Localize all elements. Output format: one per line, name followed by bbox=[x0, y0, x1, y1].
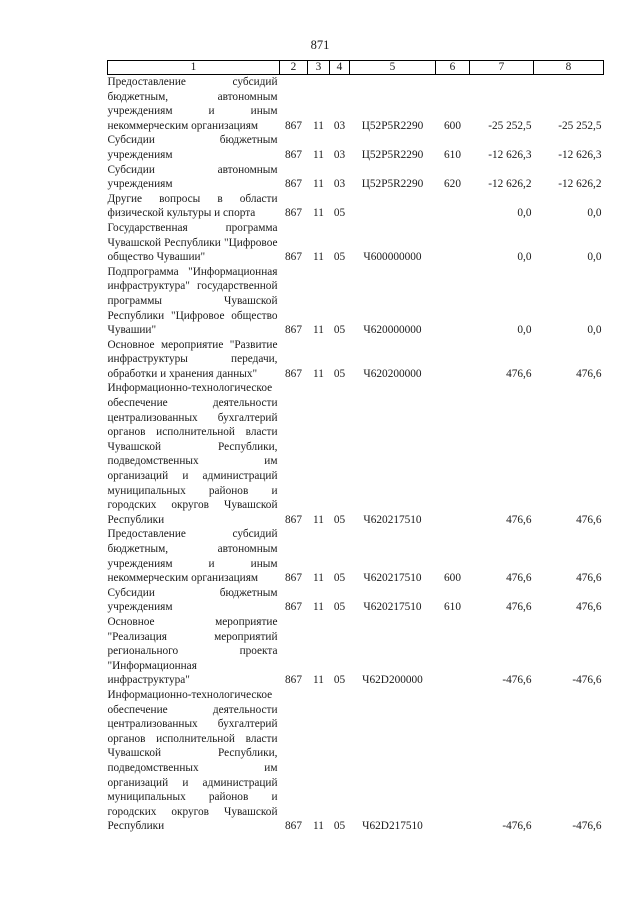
amount-col8: 476,6 bbox=[576, 572, 602, 585]
column-header: 1 bbox=[108, 61, 280, 75]
column-header: 5 bbox=[350, 61, 436, 75]
amount-col7: -476,6 bbox=[502, 820, 532, 833]
table-row bbox=[108, 381, 604, 527]
ministry-code: 867 bbox=[285, 820, 302, 833]
table-row bbox=[108, 688, 604, 834]
subsection-code: 03 bbox=[333, 178, 346, 191]
target-article-code bbox=[350, 192, 436, 221]
amount-col7: -12 626,3 bbox=[488, 148, 532, 161]
subsection-code: 05 bbox=[333, 513, 346, 526]
subsection-code: 05 bbox=[333, 601, 346, 614]
subsection-code: 05 bbox=[333, 820, 346, 833]
table-row bbox=[108, 75, 604, 134]
row-name: Основное мероприятие "Реализация мероприятий регионального проекта "Информационная инфраструктура" bbox=[107, 615, 278, 687]
subsection-code: 05 bbox=[333, 674, 346, 687]
ministry-code: 867 bbox=[285, 601, 302, 614]
ministry-code: 867 bbox=[285, 148, 302, 161]
subsection-code: 05 bbox=[333, 207, 346, 220]
column-header: 4 bbox=[330, 61, 350, 75]
amount-col8: -12 626,3 bbox=[558, 148, 602, 161]
ministry-code: 867 bbox=[285, 251, 302, 264]
header-row bbox=[108, 61, 604, 75]
expense-type-code: 620 bbox=[444, 178, 461, 191]
ministry-code: 867 bbox=[285, 178, 302, 191]
amount-col8: -476,6 bbox=[572, 820, 602, 833]
expense-type-code: 610 bbox=[444, 148, 461, 161]
expense-type-code bbox=[436, 688, 470, 834]
amount-col7: 0,0 bbox=[517, 207, 532, 220]
target-article-code: Ч62D217510 bbox=[362, 820, 423, 833]
amount-col7: -12 626,2 bbox=[488, 178, 532, 191]
expense-type-code bbox=[436, 381, 470, 527]
table-row bbox=[108, 192, 604, 221]
table-row bbox=[108, 221, 604, 265]
column-header: 8 bbox=[534, 61, 604, 75]
table-row bbox=[108, 527, 604, 585]
section-code: 11 bbox=[313, 251, 324, 264]
row-name: Предоставление субсидий бюджетным, автономным учреждениям и иным некоммерческим организациям bbox=[107, 528, 278, 585]
table-body bbox=[108, 75, 604, 834]
expense-type-code bbox=[436, 338, 470, 382]
ministry-code: 867 bbox=[285, 207, 302, 220]
ministry-code: 867 bbox=[285, 324, 302, 337]
ministry-code: 867 bbox=[285, 367, 302, 380]
budget-table bbox=[107, 60, 604, 834]
amount-col7: -25 252,5 bbox=[488, 119, 532, 132]
section-code: 11 bbox=[313, 207, 324, 220]
subsection-code: 03 bbox=[333, 119, 346, 132]
section-code: 11 bbox=[313, 367, 324, 380]
section-code: 11 bbox=[313, 513, 324, 526]
row-name: Информационно-технологическое обеспечение деятельности централизованных бухгалтерий органов исполнительной власти Чувашской Республики, подведомственных им организаций и администраций муниципальных районов и городских округов Чувашской Республики bbox=[107, 688, 278, 833]
amount-col8: -25 252,5 bbox=[558, 119, 602, 132]
table-row bbox=[108, 133, 604, 162]
section-code: 11 bbox=[313, 119, 324, 132]
expense-type-code: 600 bbox=[444, 119, 461, 132]
table-header bbox=[108, 61, 604, 75]
subsection-code: 05 bbox=[333, 324, 346, 337]
amount-col7: 476,6 bbox=[506, 513, 532, 526]
expense-type-code bbox=[436, 265, 470, 338]
section-code: 11 bbox=[313, 324, 324, 337]
amount-col7: 476,6 bbox=[506, 601, 532, 614]
row-name: Другие вопросы в области физической культуры и спорта bbox=[107, 192, 278, 220]
amount-col8: -12 626,2 bbox=[558, 178, 602, 191]
row-name: Предоставление субсидий бюджетным, автономным учреждениям и иным некоммерческим организациям bbox=[107, 76, 278, 132]
target-article-code: Ц52Р5R2290 bbox=[361, 119, 424, 132]
row-name: Субсидии бюджетным учреждениям bbox=[107, 586, 278, 614]
ministry-code: 867 bbox=[285, 513, 302, 526]
amount-col8: 0,0 bbox=[587, 324, 602, 337]
amount-col7: 476,6 bbox=[506, 572, 532, 585]
expense-type-code: 600 bbox=[444, 572, 461, 585]
table-row bbox=[108, 615, 604, 688]
amount-col8: 0,0 bbox=[587, 251, 602, 264]
amount-col7: -476,6 bbox=[502, 674, 532, 687]
table-row bbox=[108, 338, 604, 382]
column-header: 7 bbox=[470, 61, 534, 75]
table-row bbox=[108, 265, 604, 338]
target-article-code: Ч620200000 bbox=[363, 367, 422, 380]
target-article-code: Ч620217510 bbox=[363, 601, 422, 614]
row-name: Субсидии автономным учреждениям bbox=[107, 163, 278, 191]
ministry-code: 867 bbox=[285, 119, 302, 132]
expense-type-code: 610 bbox=[444, 601, 461, 614]
section-code: 11 bbox=[313, 601, 324, 614]
table-row bbox=[108, 163, 604, 192]
subsection-code: 05 bbox=[333, 367, 346, 380]
subsection-code: 05 bbox=[333, 251, 346, 264]
target-article-code: Ч620217510 bbox=[363, 572, 422, 585]
expense-type-code bbox=[436, 221, 470, 265]
section-code: 11 bbox=[313, 178, 324, 191]
subsection-code: 03 bbox=[333, 148, 346, 161]
amount-col7: 476,6 bbox=[506, 367, 532, 380]
target-article-code: Ч620217510 bbox=[363, 513, 422, 526]
section-code: 11 bbox=[313, 148, 324, 161]
table-row bbox=[108, 586, 604, 615]
column-header: 2 bbox=[280, 61, 308, 75]
target-article-code: Ч62D200000 bbox=[362, 674, 423, 687]
amount-col7: 0,0 bbox=[517, 251, 532, 264]
page-number: 871 bbox=[310, 38, 330, 52]
ministry-code: 867 bbox=[285, 674, 302, 687]
amount-col8: 0,0 bbox=[587, 207, 602, 220]
amount-col7: 0,0 bbox=[517, 324, 532, 337]
expense-type-code bbox=[436, 192, 470, 221]
section-code: 11 bbox=[313, 572, 324, 585]
target-article-code: Ч620000000 bbox=[363, 324, 422, 337]
row-name: Субсидии бюджетным учреждениям bbox=[107, 134, 278, 161]
target-article-code: Ц52Р5R2290 bbox=[361, 148, 424, 161]
amount-col8: 476,6 bbox=[576, 513, 602, 526]
amount-col8: 476,6 bbox=[576, 601, 602, 614]
ministry-code: 867 bbox=[285, 572, 302, 585]
column-header: 3 bbox=[308, 61, 330, 75]
subsection-code: 05 bbox=[333, 572, 346, 585]
row-name: Государственная программа Чувашской Республики "Цифровое общество Чувашии" bbox=[107, 221, 278, 264]
row-name: Основное мероприятие "Развитие инфраструктуры передачи, обработки и хранения данных" bbox=[107, 338, 278, 380]
row-name: Подпрограмма "Информационная инфраструктура" государственной программы Чувашской Республики "Цифровое общество Чувашии" bbox=[107, 265, 278, 337]
section-code: 11 bbox=[313, 820, 324, 833]
column-header: 6 bbox=[436, 61, 470, 75]
target-article-code: Ч600000000 bbox=[363, 251, 422, 264]
target-article-code: Ц52Р5R2290 bbox=[361, 178, 424, 191]
amount-col8: 476,6 bbox=[576, 367, 602, 380]
amount-col8: -476,6 bbox=[572, 674, 602, 687]
expense-type-code bbox=[436, 615, 470, 688]
section-code: 11 bbox=[313, 674, 324, 687]
row-name: Информационно-технологическое обеспечение деятельности централизованных бухгалтерий органов исполнительной власти Чувашской Республики, подведомственных им организаций и администраций муниципальных районов и городских округов Чувашской Республики bbox=[107, 382, 278, 526]
